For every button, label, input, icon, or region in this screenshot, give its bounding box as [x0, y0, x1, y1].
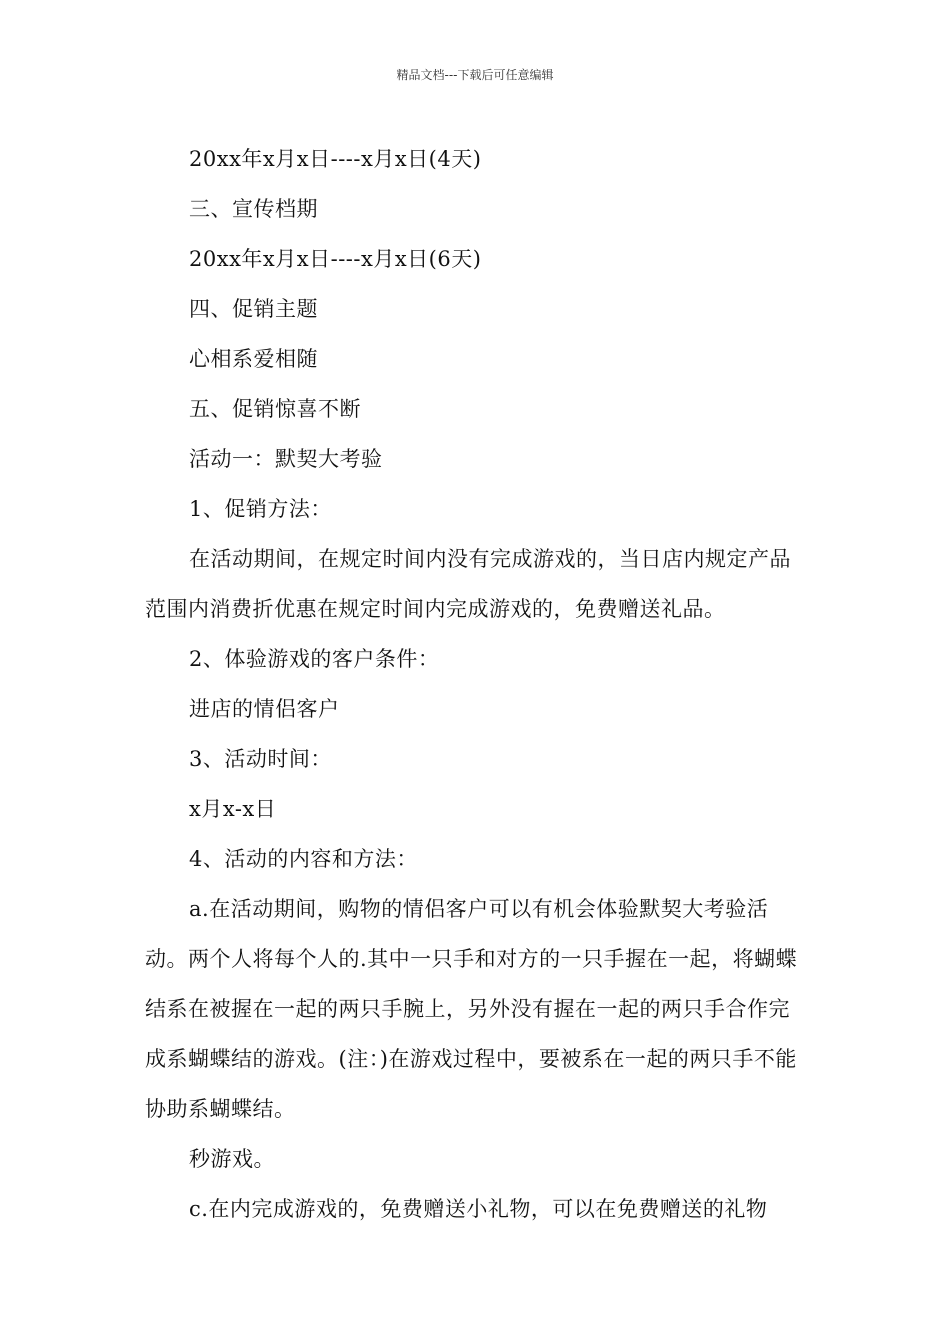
- section-heading-4: 四、促销主题: [189, 297, 318, 321]
- paragraph-13: x月x-x日: [189, 797, 277, 821]
- paragraph-17: c.在内完成游戏的，免费赠送小礼物，可以在免费赠送的礼物: [189, 1197, 768, 1221]
- document-body: [145, 134, 810, 1234]
- item-heading-3: 3、活动时间：: [189, 747, 332, 771]
- paragraph-9: 在活动期间，在规定时间内没有完成游戏的，当日店内规定产品范围内消费折优惠在规定时间内完成游戏的，免费赠送礼品。: [145, 547, 791, 621]
- paragraph-15: a.在活动期间，购物的情侣客户可以有机会体验默契大考验活动。两个人将每个人的.其中一只手和对方的一只手握在一起，将蝴蝶结系在被握在一起的两只手腕上，另外没有握在一起的两只手合作完成系蝴蝶结的游戏。(注：)在游戏过程中，要被系在一起的两只手不能协助系蝴蝶结。: [145, 897, 798, 1121]
- section-heading-3: 三、宣传档期: [189, 197, 318, 221]
- item-heading-1: 1、促销方法：: [189, 497, 332, 521]
- item-heading-4: 4、活动的内容和方法：: [189, 847, 418, 871]
- paragraph-3: 20xx年x月x日----x月x日(6天): [189, 247, 482, 271]
- paragraph-5: 心相系爱相随: [189, 347, 318, 371]
- paragraph-16: 秒游戏。: [189, 1147, 275, 1171]
- activity-heading: 活动一：默契大考验: [189, 447, 383, 471]
- section-heading-5: 五、促销惊喜不断: [189, 397, 361, 421]
- page-header: 精品文档---下载后可任意编辑: [396, 68, 554, 82]
- item-heading-2: 2、体验游戏的客户条件：: [189, 647, 440, 671]
- paragraph-1: 20xx年x月x日----x月x日(4天): [189, 147, 482, 171]
- paragraph-11: 进店的情侣客户: [189, 697, 340, 721]
